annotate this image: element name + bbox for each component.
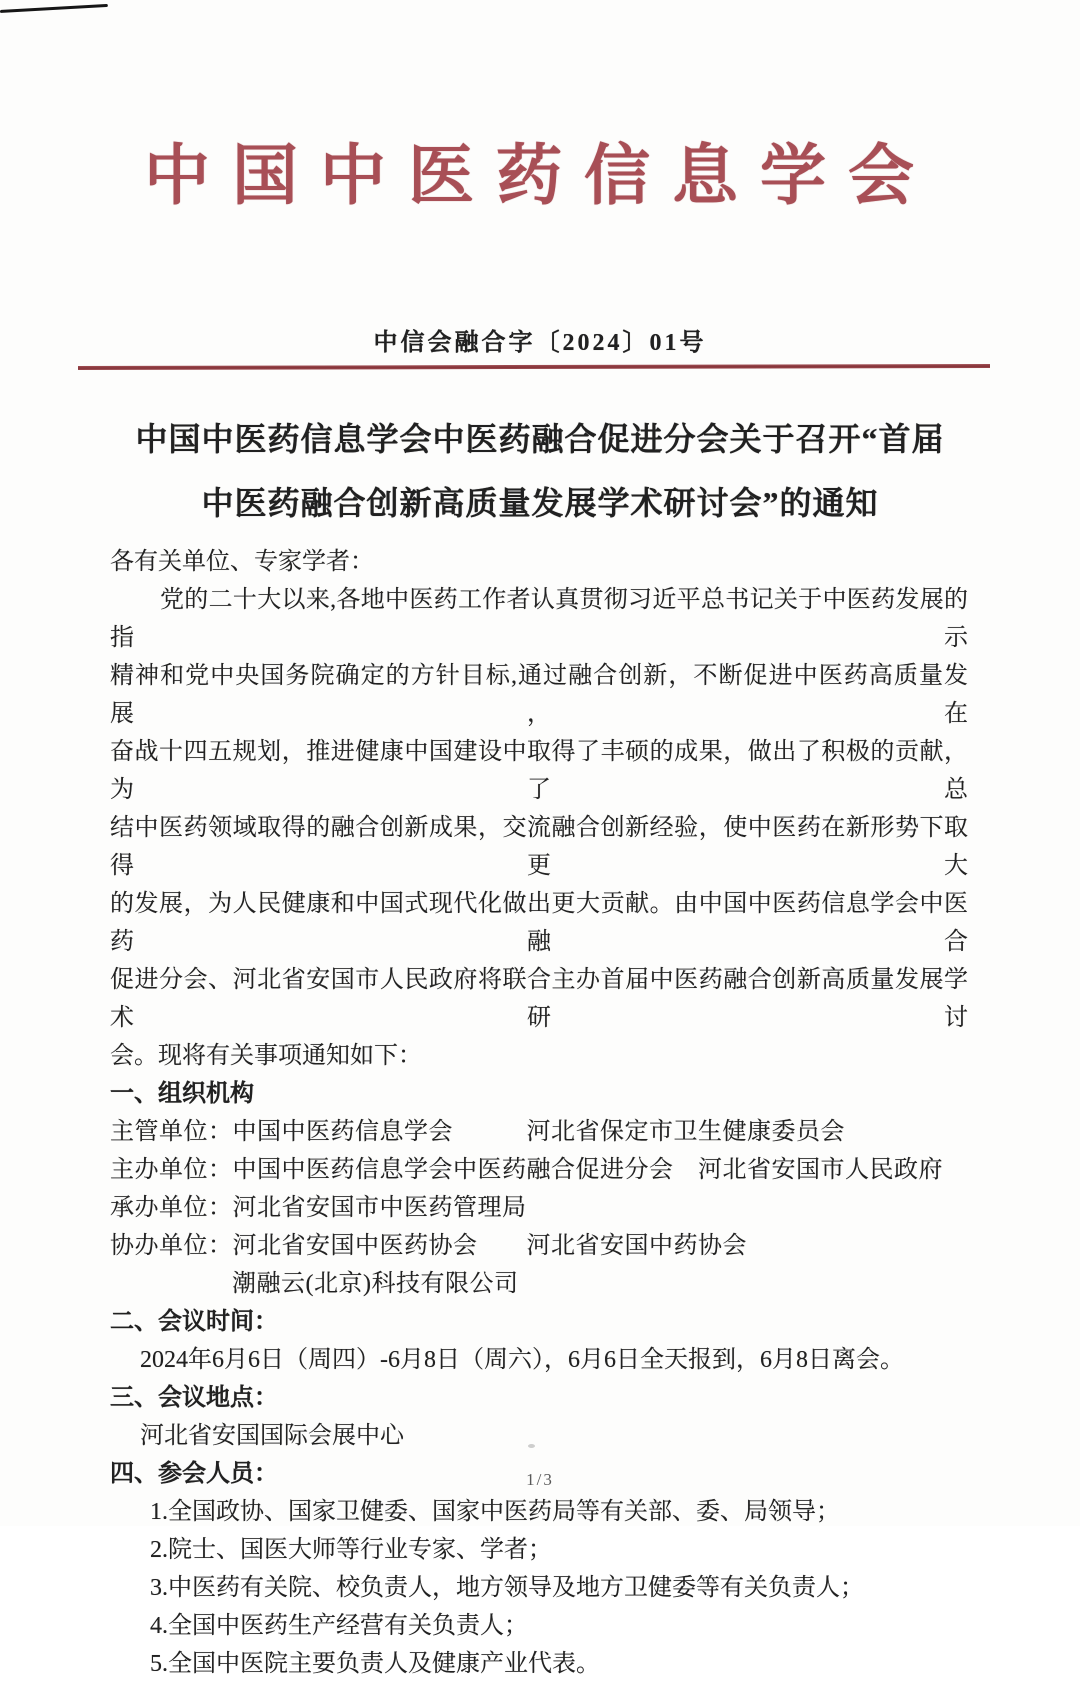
page-number: 1/3 bbox=[526, 1470, 554, 1489]
attendee-item: 1.全国政协、国家卫健委、国家中医药局等有关部、委、局领导； bbox=[150, 1499, 840, 1525]
intro-line: 结中医药领域取得的融合创新成果，交流融合创新经验，使中医药在新形势下取得更大 bbox=[110, 815, 968, 879]
red-divider-rule bbox=[78, 364, 990, 370]
letterhead-title: 中国中医药信息学会 bbox=[144, 140, 936, 213]
attendee-item: 3.中医药有关院、校负责人，地方领导及地方卫健委等有关负责人； bbox=[150, 1575, 864, 1601]
attendee-item: 4.全国中医药生产经营有关负责人； bbox=[150, 1613, 528, 1639]
attendee-item: 5.全国中医院主要负责人及健康产业代表。 bbox=[150, 1651, 600, 1677]
meeting-location: 河北省安国国际会展中心 bbox=[140, 1423, 404, 1449]
meeting-time: 2024年6月6日（周四）-6月8日（周六），6月6日全天报到，6月8日离会。 bbox=[140, 1347, 904, 1373]
org-line-organizer: 承办单位：河北省安国市中医药管理局 bbox=[110, 1195, 527, 1221]
intro-line: 党的二十大以来,各地中医药工作者认真贯彻习近平总书记关于中医药发展的指示 bbox=[110, 587, 968, 651]
section-heading-time: 二、会议时间： bbox=[110, 1309, 278, 1335]
document-body bbox=[0, 535, 1080, 1683]
document-title bbox=[0, 407, 1080, 535]
section-heading-location: 三、会议地点： bbox=[110, 1385, 278, 1411]
salutation: 各有关单位、专家学者： bbox=[110, 549, 374, 575]
organization-list bbox=[110, 1113, 968, 1303]
org-line-supervisor: 主管单位：中国中医药信息学会 河北省保定市卫生健康委员会 bbox=[110, 1119, 845, 1145]
document-title-line-2: 中医药融合创新高质量发展学术研讨会”的通知 bbox=[201, 485, 879, 521]
document-title-line-1: 中国中医药信息学会中医药融合促进分会关于召开“首届 bbox=[135, 421, 945, 457]
intro-line: 的发展，为人民健康和中国式现代化做出更大贡献。由中国中医药信息学会中医药融合 bbox=[110, 891, 968, 955]
org-line-host: 主办单位：中国中医药信息学会中医药融合促进分会 河北省安国市人民政府 bbox=[110, 1157, 943, 1183]
attendee-item: 2.院士、国医大师等行业专家、学者； bbox=[150, 1537, 552, 1563]
section-heading-attendees: 四、参会人员： bbox=[110, 1461, 278, 1487]
intro-line: 促进分会、河北省安国市人民政府将联合主办首届中医药融合创新高质量发展学术研讨 bbox=[110, 967, 968, 1031]
document-number: 中信会融合字〔2024〕01号 bbox=[373, 330, 707, 356]
intro-line: 奋战十四五规划，推进健康中国建设中取得了丰硕的成果，做出了积极的贡献，为了总 bbox=[110, 739, 968, 803]
intro-paragraph bbox=[110, 581, 968, 1075]
attendees-list bbox=[110, 1493, 968, 1683]
intro-line: 精神和党中央国务院确定的方针目标,通过融合创新，不断促进中医药高质量发展，在 bbox=[110, 663, 968, 727]
scan-artifact-speck bbox=[528, 1444, 535, 1448]
org-line-coorganizer-continued: 潮融云(北京)科技有限公司 bbox=[232, 1271, 519, 1297]
org-line-coorganizer: 协办单位：河北省安国中医药协会 河北省安国中药协会 bbox=[110, 1233, 747, 1259]
section-heading-organization: 一、组织机构 bbox=[110, 1081, 254, 1107]
intro-line: 会。现将有关事项通知如下： bbox=[110, 1043, 422, 1069]
